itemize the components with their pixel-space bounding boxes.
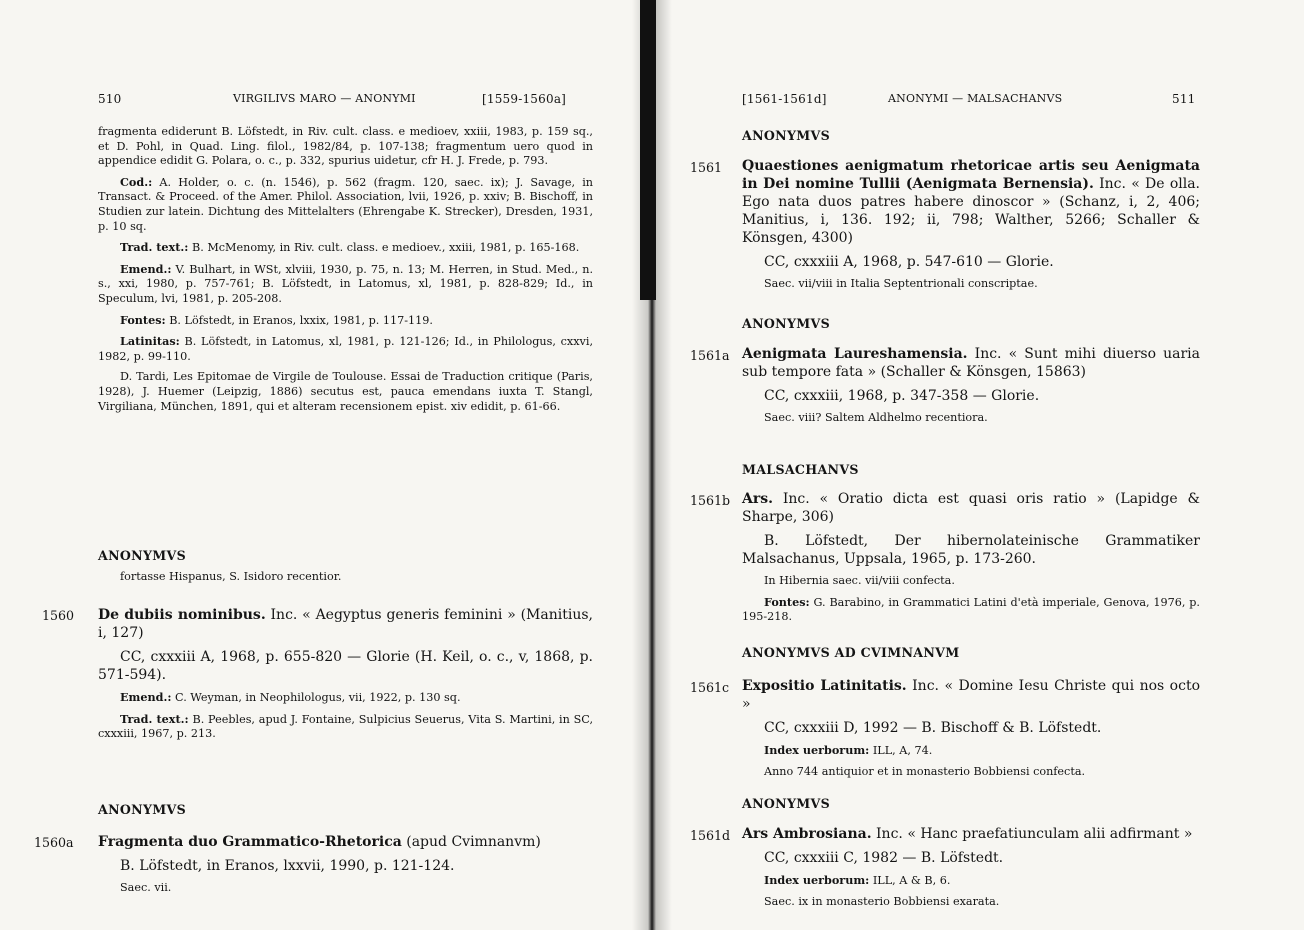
entry-1561c-incipit: Inc. « Domine Iesu Christe qui nos octo »	[742, 678, 1201, 712]
book-gutter-bar	[640, 0, 656, 300]
right-heading-2-wrap	[742, 316, 1200, 332]
entry-1560-title: De dubiis nominibus.	[98, 607, 266, 623]
entry-number-1560: 1560	[42, 608, 75, 623]
latinitas-paragraph	[98, 334, 593, 364]
entry-1561d-title: Ars Ambrosiana.	[742, 826, 872, 842]
trad-paragraph	[98, 240, 593, 256]
cod-label: Cod.:	[120, 174, 153, 189]
entry-1561c-index-label: Index uerborum:	[764, 743, 870, 757]
latinitas-text: B. Löfstedt, in Latomus, xl, 1981, p. 121-126; Id., in Philologus, cxxvi, 1982, p. 99-110.	[98, 335, 593, 363]
entry-1561b-line	[742, 490, 1200, 526]
right-heading-4-wrap	[742, 645, 1200, 661]
left-page-number: 510	[98, 92, 122, 106]
entry-1560-edition: CC, cxxxiii A, 1968, p. 655-820 — Glorie (H. Keil, o. c., v, 1868, p. 571-594).	[98, 649, 593, 683]
latinitas-label: Latinitas:	[120, 334, 180, 349]
right-heading-5: ANONYMVS	[742, 796, 830, 811]
fontes-label: Fontes:	[120, 312, 166, 327]
left-range: [1559-1560a]	[482, 92, 567, 106]
emend-paragraph	[98, 262, 593, 307]
entry-1561d-index	[742, 873, 1200, 889]
entry-1560a-reference: B. Löfstedt, in Eranos, lxxvii, 1990, p. 121-124.	[120, 858, 455, 874]
entry-1561a-incipit: Inc. « Sunt mihi diuerso uaria sub tempore fata » (Schaller & Könsgen, 15863)	[742, 346, 1201, 380]
entry-1561b-fontes	[742, 595, 1200, 625]
right-running-title: ANONYMI — MALSACHANVS	[888, 92, 1063, 105]
entry-1561b-incipit: Inc. « Oratio dicta est quasi oris ratio » (Lapidge & Sharpe, 306)	[742, 491, 1200, 525]
entry-1560a-apud: (apud Cvimnanvm)	[406, 834, 541, 850]
cod-text: A. Holder, o. c. (n. 1546), p. 562 (fragm. 120, saec. ix); J. Savage, in Transact. & Proceed. of the Amer. Philol. Association, lvii, 1926, p. xxiv; B. Bischoff, in Studien zur latein. Dichtung des Mittelalters (Ehrengabe K. Strecker), Dresden, 1931, p. 10 sq.	[98, 175, 593, 233]
entry-1560-incipit: Inc. « Aegyptus generis feminini » (Manitius, i, 127)	[98, 607, 593, 641]
entry-1560-emend	[98, 690, 593, 706]
entry-1561a-edition: CC, cxxxiii, 1968, p. 347-358 — Glorie.	[764, 388, 1040, 404]
fontes-text: B. Löfstedt, in Eranos, lxxix, 1981, p. 117-119.	[169, 313, 433, 327]
emend-text: V. Bulhart, in WSt, xlviii, 1930, p. 75, n. 13; M. Herren, in Stud. Med., n. s., xxi, 1980, p. 757-761; B. Löfstedt, in Latomus, xl, 1981, p. 828-829; Id., in Speculum, lvi, 1981, p. 205-208.	[98, 262, 594, 305]
entry-number-1561b: 1561b	[690, 493, 731, 508]
anonymus-note-1: fortasse Hispanus, S. Isidoro recentior.	[120, 569, 342, 583]
entry-1561b-note: In Hibernia saec. vii/viii confecta.	[764, 574, 955, 587]
right-heading-3: MALSACHANVS	[742, 462, 859, 477]
entry-1561a-line	[742, 345, 1200, 381]
entry-1560a-title: Fragmenta duo Grammatico-Rhetorica	[98, 834, 402, 850]
entry-1560-emend-label: Emend.:	[120, 690, 172, 704]
fontes-paragraph	[98, 313, 593, 329]
entry-1561b	[742, 490, 1200, 631]
entry-1561a-note: Saec. viii? Saltem Aldhelmo recentiora.	[764, 411, 988, 424]
entry-1561c-edition: CC, cxxxiii D, 1992 — B. Bischoff & B. Löfstedt.	[764, 720, 1102, 736]
entry-1561a	[742, 345, 1200, 432]
right-heading-5-wrap	[742, 796, 1200, 812]
continuation-text: fragmenta ediderunt B. Löfstedt, in Riv. cult. class. e medioev, xxiii, 1983, p. 159 sq., et D. Pohl, in Quad. Ling. filol., 1982/84, p. 107-138; fragmentum uero quod in appendice edidit G. Polara, o. c., p. 332, spurius uidetur, cfr H. J. Frede, p. 793.	[98, 125, 593, 168]
entry-1561-edition: CC, cxxxiii A, 1968, p. 547-610 — Glorie.	[764, 254, 1054, 270]
entry-1560a-note: Saec. vii.	[120, 881, 172, 894]
right-heading-1: ANONYMVS	[742, 128, 830, 143]
entry-1560-emend-text: C. Weyman, in Neophilologus, vii, 1922, p. 130 sq.	[175, 691, 461, 704]
entry-1561-incipit: Inc. « De olla. Ego nata duos patres habere dinoscor » (Schanz, i, 2, 406; Manitius, i, 136. 192; ii, 798; Walther, 5266; Schaller & Könsgen, 4300)	[742, 176, 1200, 246]
entry-1561d-incipit: Inc. « Hanc praefatiunculam alii adfirmant »	[876, 826, 1193, 842]
entry-1561d	[742, 825, 1200, 915]
entry-1561-note: Saec. vii/viii in Italia Septentrionali conscriptae.	[764, 277, 1038, 290]
entry-1560	[98, 606, 593, 748]
left-running-title: VIRGILIVS MARO — ANONYMI	[233, 92, 416, 105]
entry-1560-trad-label: Trad. text.:	[120, 711, 189, 726]
right-range: [1561-1561d]	[742, 92, 827, 106]
entry-1561b-fontes-label: Fontes:	[764, 594, 810, 609]
entry-1560-line	[98, 606, 593, 642]
entry-1561c-index-text: ILL, A, 74.	[872, 744, 933, 757]
tardi-paragraph: D. Tardi, Les Epitomae de Virgile de Toulouse. Essai de Traduction critique (Paris, 1928), J. Huemer (Leipzig, 1886) secutus est, pauca emendans iuxta T. Stangl, Virgiliana, München, 1891, qui et alteram recensionem epist. xiv edidit, p. 61-66.	[98, 370, 593, 413]
entry-1560a	[98, 833, 593, 902]
entry-1561-title: Quaestiones aenigmatum rhetoricae artis seu Aenigmata in Dei nomine Tullii (Aenigmata Bernensia).	[742, 158, 1200, 192]
entry-1561c-index	[742, 743, 1200, 759]
anonymus-heading-1: ANONYMVS	[98, 548, 186, 563]
left-column-top	[98, 125, 593, 420]
entry-1561c-note: Anno 744 antiquior et in monasterio Bobbiensi confecta.	[764, 764, 1086, 778]
entry-1561b-reference: B. Löfstedt, Der hibernolateinische Grammatiker Malsachanus, Uppsala, 1965, p. 173-260.	[742, 533, 1200, 567]
trad-label: Trad. text.:	[120, 240, 189, 255]
cod-paragraph	[98, 175, 593, 234]
entry-number-1561: 1561	[690, 160, 723, 175]
entry-1561b-fontes-text: G. Barabino, in Grammatici Latini d'età imperiale, Genova, 1976, p. 195-218.	[742, 595, 1200, 624]
right-heading-2: ANONYMVS	[742, 316, 830, 331]
entry-1561-line	[742, 157, 1200, 247]
entry-1560a-line	[98, 833, 593, 851]
entry-number-1560a: 1560a	[34, 835, 74, 850]
right-heading-3-wrap	[742, 462, 1200, 478]
entry-1561c-line	[742, 677, 1200, 713]
entry-1560-trad-text: B. Peebles, apud J. Fontaine, Sulpicius Seuerus, Vita S. Martini, in SC, cxxxiii, 1967, p. 213.	[98, 712, 594, 741]
entry-1561	[742, 157, 1200, 298]
anonymus-heading-2: ANONYMVS	[98, 802, 186, 817]
entry-1561d-index-text: ILL, A & B, 6.	[872, 874, 951, 887]
entry-1561b-title: Ars.	[742, 491, 773, 507]
entry-number-1561d: 1561d	[690, 828, 731, 843]
trad-text: B. McMenomy, in Riv. cult. class. e medioev., xxiii, 1981, p. 165-168.	[191, 241, 580, 255]
entry-1560-trad	[98, 712, 593, 742]
entry-1561c-title: Expositio Latinitatis.	[742, 678, 907, 694]
entry-1561c	[742, 677, 1200, 785]
left-column-anon2	[98, 802, 593, 818]
right-page-number: 511	[1172, 92, 1196, 106]
entry-1561a-title: Aenigmata Laureshamensia.	[742, 346, 968, 362]
entry-1561d-line	[742, 825, 1200, 843]
entry-1561d-edition: CC, cxxxiii C, 1982 — B. Löfstedt.	[764, 850, 1004, 866]
right-heading-1-wrap	[742, 128, 1200, 144]
entry-number-1561c: 1561c	[690, 680, 730, 695]
right-heading-4: ANONYMVS AD CVIMNANVM	[742, 645, 960, 660]
entry-1561d-note: Saec. ix in monasterio Bobbiensi exarata.	[764, 894, 1000, 908]
emend-label: Emend.:	[120, 261, 172, 276]
entry-number-1561a: 1561a	[690, 348, 730, 363]
entry-1561d-index-label: Index uerborum:	[764, 873, 870, 887]
left-column-bottom	[98, 548, 593, 590]
